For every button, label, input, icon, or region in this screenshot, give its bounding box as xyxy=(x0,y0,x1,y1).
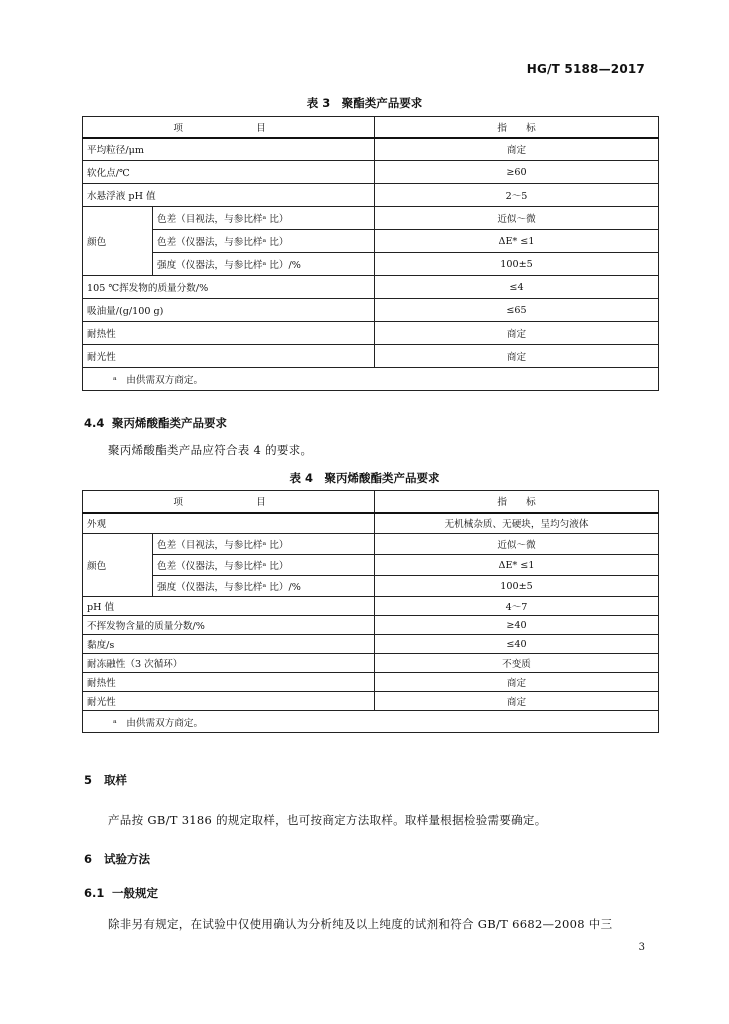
table-cell-item: 耐光性 xyxy=(83,692,375,711)
table-row xyxy=(83,161,659,184)
table4-header-index: 指 标 xyxy=(375,491,659,513)
table-cell-item: 黏度/s xyxy=(83,635,375,654)
table4 xyxy=(82,490,659,733)
table-cell-value: 商定 xyxy=(375,322,659,345)
table-cell-value: ΔE* ≤1 xyxy=(375,230,659,253)
table-cell-item: 强度（仪器法，与参比样ᵃ 比）/% xyxy=(153,576,375,597)
table3 xyxy=(82,116,659,391)
table-cell-item: 色差（目视法，与参比样ᵃ 比） xyxy=(153,534,375,555)
table3-header-index: 指 标 xyxy=(375,117,659,138)
table3-header-item: 项 目 xyxy=(83,117,375,138)
table-cell-group-label: 颜色 xyxy=(83,534,153,597)
section-6-1-heading: 6.1 一般规定 xyxy=(84,886,158,900)
table-row xyxy=(83,138,659,161)
table-cell-value: ≥60 xyxy=(375,161,659,184)
section-4-4-heading: 4.4 聚丙烯酸酯类产品要求 xyxy=(84,416,227,430)
table-cell-item: 强度（仪器法，与参比样ᵃ 比）/% xyxy=(153,253,375,276)
table-cell-item: 耐热性 xyxy=(83,322,375,345)
section-6-1-text: 除非另有规定，在试验中仅使用确认为分析纯及以上纯度的试剂和符合 GB/T 6682—2008 中三 xyxy=(108,917,613,931)
section-6-heading: 6 试验方法 xyxy=(84,852,150,866)
table4-caption: 表 4 聚丙烯酸酯类产品要求 xyxy=(289,471,440,485)
table-row xyxy=(83,692,659,711)
page-number: 3 xyxy=(638,942,645,953)
table-cell-value: 商定 xyxy=(375,138,659,161)
table-cell-item: 水悬浮液 pH 值 xyxy=(83,184,375,207)
table-cell-value: ≤65 xyxy=(375,299,659,322)
table-cell-item: 色差（仪器法，与参比样ᵃ 比） xyxy=(153,555,375,576)
table-cell-value: 100±5 xyxy=(375,253,659,276)
table-row xyxy=(83,576,659,597)
table-row xyxy=(83,513,659,534)
table-cell-item: 色差（目视法，与参比样ᵃ 比） xyxy=(153,207,375,230)
table-cell-value: 无机械杂质、无硬块，呈均匀液体 xyxy=(375,513,659,534)
table-cell-value: 近似～微 xyxy=(375,207,659,230)
table-cell-value: ΔE* ≤1 xyxy=(375,555,659,576)
section-5-heading: 5 取样 xyxy=(84,773,127,787)
standard-code: HG/T 5188—2017 xyxy=(526,62,645,76)
table-cell-item: pH 值 xyxy=(83,597,375,616)
table-cell-value: 4～7 xyxy=(375,597,659,616)
section-5-text: 产品按 GB/T 3186 的规定取样，也可按商定方法取样。取样量根据检验需要确定。 xyxy=(108,813,547,827)
section-4-4-text: 聚丙烯酸酯类产品应符合表 4 的要求。 xyxy=(108,443,313,457)
table-row xyxy=(83,276,659,299)
table-cell-group-label: 颜色 xyxy=(83,207,153,276)
table-row xyxy=(83,253,659,276)
table-row xyxy=(83,299,659,322)
table-cell-item: 105 ℃挥发物的质量分数/% xyxy=(83,276,375,299)
table-cell-item: 平均粒径/μm xyxy=(83,138,375,161)
table-row xyxy=(83,534,659,555)
table3-footnote: ᵃ 由供需双方商定。 xyxy=(83,368,659,391)
table-row xyxy=(83,635,659,654)
table-cell-value: 商定 xyxy=(375,692,659,711)
table4-header-item: 项 目 xyxy=(83,491,375,513)
table-cell-item: 外观 xyxy=(83,513,375,534)
table-row xyxy=(83,207,659,230)
table-row xyxy=(83,616,659,635)
table-cell-item: 吸油量/(g/100 g) xyxy=(83,299,375,322)
table-row xyxy=(83,597,659,616)
table-row xyxy=(83,555,659,576)
table-row xyxy=(83,654,659,673)
table4-footnote: ᵃ 由供需双方商定。 xyxy=(83,711,659,733)
table-cell-value: ≥40 xyxy=(375,616,659,635)
table-cell-item: 耐光性 xyxy=(83,345,375,368)
table-row xyxy=(83,673,659,692)
table-cell-item: 耐热性 xyxy=(83,673,375,692)
table-cell-value: ≤40 xyxy=(375,635,659,654)
table-cell-value: 不变质 xyxy=(375,654,659,673)
table-cell-item: 软化点/℃ xyxy=(83,161,375,184)
table-cell-item: 耐冻融性（3 次循环） xyxy=(83,654,375,673)
table3-caption: 表 3 聚酯类产品要求 xyxy=(306,96,423,110)
table-row xyxy=(83,184,659,207)
table-cell-value: 商定 xyxy=(375,345,659,368)
table-row xyxy=(83,230,659,253)
table-row xyxy=(83,345,659,368)
table-cell-value: 商定 xyxy=(375,673,659,692)
table-cell-item: 色差（仪器法，与参比样ᵃ 比） xyxy=(153,230,375,253)
table-cell-value: 100±5 xyxy=(375,576,659,597)
table-cell-value: 近似～微 xyxy=(375,534,659,555)
table-cell-value: ≤4 xyxy=(375,276,659,299)
table-row xyxy=(83,322,659,345)
table-cell-item: 不挥发物含量的质量分数/% xyxy=(83,616,375,635)
table-cell-value: 2～5 xyxy=(375,184,659,207)
